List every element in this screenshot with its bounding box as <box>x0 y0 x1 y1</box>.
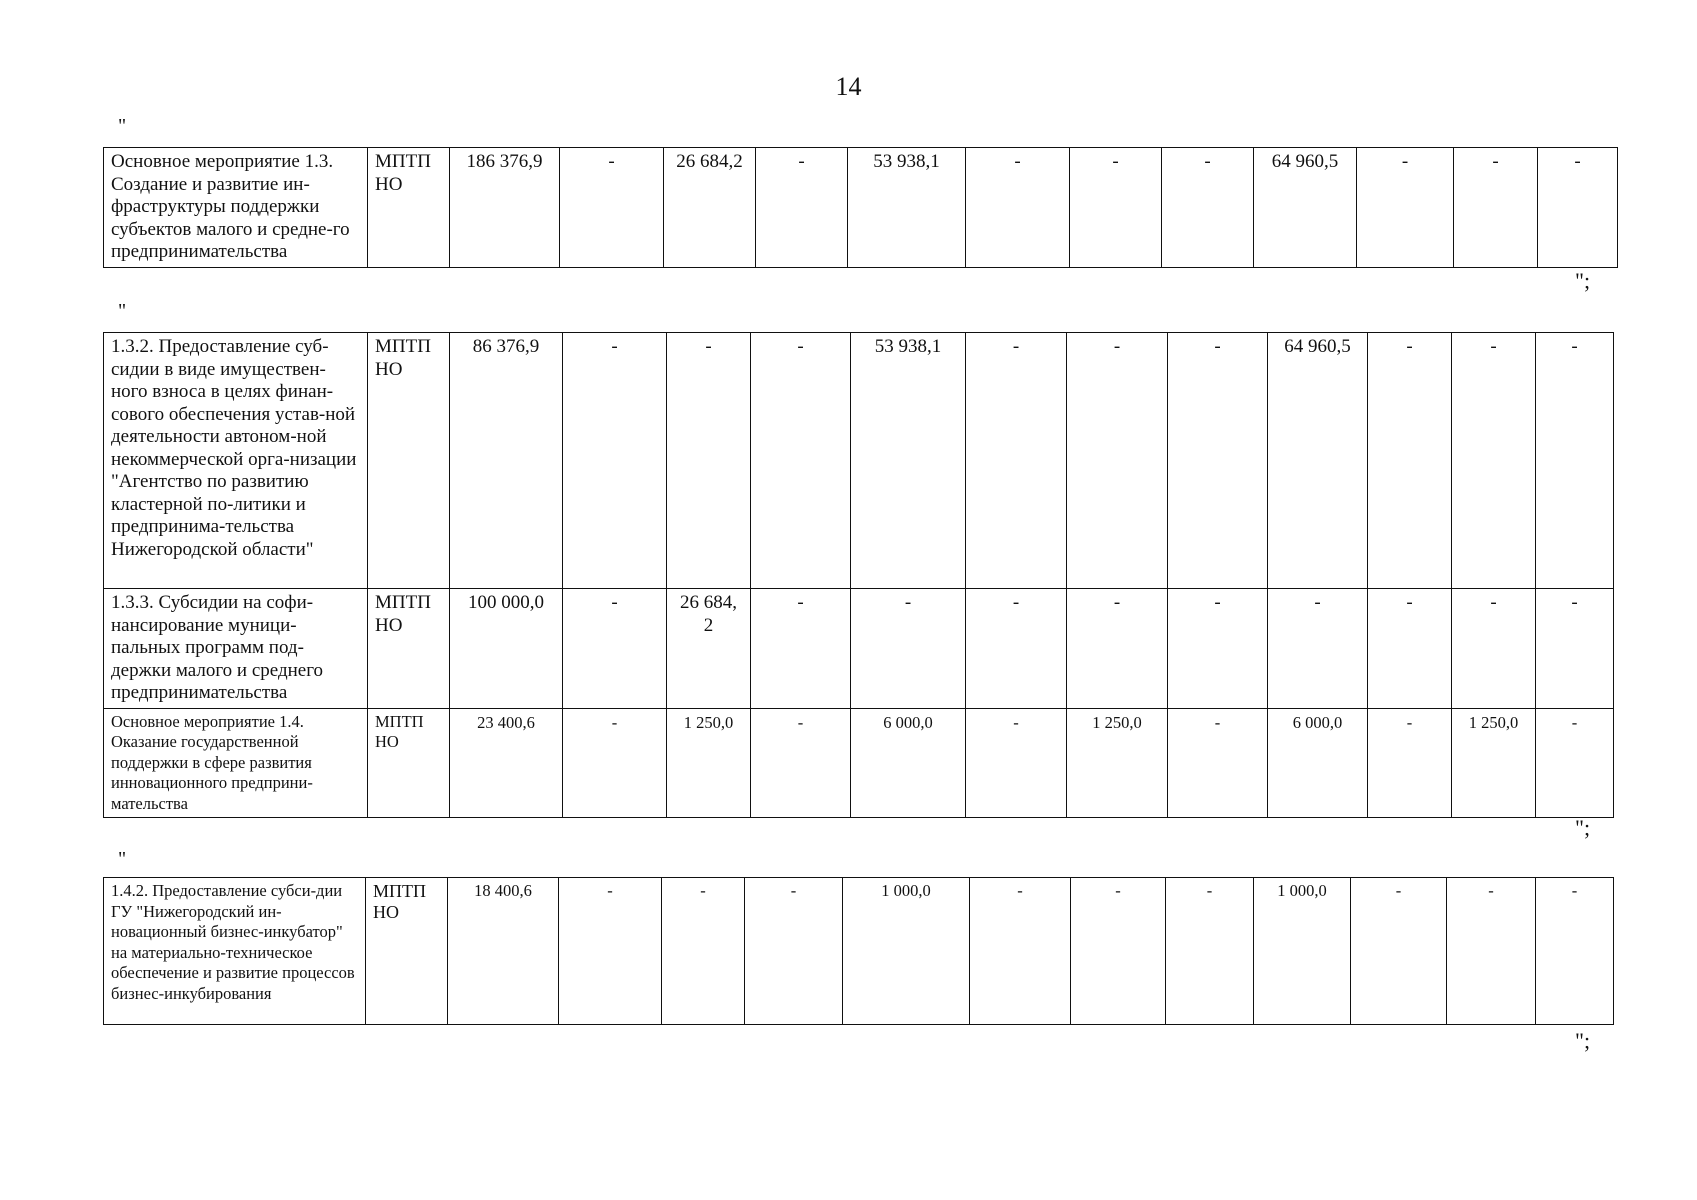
value-cell: 26 684,2 <box>664 148 756 268</box>
value-cell: 1 250,0 <box>1452 708 1536 818</box>
row-org: МПТП НО <box>368 589 450 709</box>
value-cell: - <box>1268 589 1368 709</box>
value-cell: 18 400,6 <box>448 878 559 1025</box>
value-cell: - <box>1452 333 1536 589</box>
value-cell: 86 376,9 <box>450 333 563 589</box>
value-cell: - <box>1536 878 1614 1025</box>
close-quote: "; <box>1575 815 1591 840</box>
value-cell: - <box>751 708 851 818</box>
value-cell: - <box>1536 708 1614 818</box>
row-org: МПТП НО <box>368 708 450 818</box>
value-cell: 6 000,0 <box>851 708 966 818</box>
open-quote: " <box>118 115 127 137</box>
value-cell: - <box>1067 333 1168 589</box>
table-row <box>104 878 1614 1025</box>
value-cell: - <box>751 589 851 709</box>
value-cell: - <box>745 878 843 1025</box>
open-quote: " <box>118 300 127 322</box>
row-org: МПТП НО <box>368 333 450 589</box>
value-cell: 1 000,0 <box>1254 878 1351 1025</box>
value-cell: 64 960,5 <box>1268 333 1368 589</box>
value-cell: - <box>1357 148 1454 268</box>
value-cell: - <box>563 708 667 818</box>
open-quote: " <box>118 848 127 870</box>
value-cell: 6 000,0 <box>1268 708 1368 818</box>
value-cell: - <box>966 589 1067 709</box>
value-cell: 1 250,0 <box>667 708 751 818</box>
value-cell: - <box>1166 878 1254 1025</box>
value-cell: - <box>1538 148 1618 268</box>
value-cell: - <box>1536 333 1614 589</box>
value-cell: - <box>1447 878 1536 1025</box>
value-cell: - <box>1168 589 1268 709</box>
value-cell: - <box>751 333 851 589</box>
table-row <box>104 708 1614 818</box>
value-cell: 53 938,1 <box>848 148 966 268</box>
close-quote: "; <box>1575 268 1591 293</box>
value-cell: 53 938,1 <box>851 333 966 589</box>
row-org: МПТП НО <box>368 148 450 268</box>
table-measure-1-4-2 <box>103 877 1614 1025</box>
table-measures-1-3-2-to-1-4 <box>103 332 1614 818</box>
value-cell: 26 684, 2 <box>667 589 751 709</box>
value-cell: - <box>662 878 745 1025</box>
close-quote: "; <box>1575 1028 1591 1053</box>
value-cell: - <box>1071 878 1166 1025</box>
table-row <box>104 333 1614 589</box>
row-label: Основное мероприятие 1.3. Создание и развитие ин-фраструктуры поддержки субъектов малого и средне-го предпринимательства <box>104 148 368 268</box>
value-cell: 1 250,0 <box>1067 708 1168 818</box>
value-cell: - <box>966 708 1067 818</box>
value-cell: - <box>756 148 848 268</box>
table-row <box>104 148 1618 268</box>
value-cell: - <box>1536 589 1614 709</box>
value-cell: - <box>966 148 1070 268</box>
row-label: 1.3.2. Предоставление суб-сидии в виде имуществен-ного взноса в целях финан-сового обеспечения устав-ной деятельности автоном-ной некоммерческой орга-низации "Агентство по развитию кластерной по-литики и предпринима-тельства Нижегородской области" <box>104 333 368 589</box>
value-cell: - <box>559 878 662 1025</box>
value-cell: - <box>1368 708 1452 818</box>
value-cell: - <box>1368 333 1452 589</box>
value-cell: - <box>966 333 1067 589</box>
value-cell: - <box>851 589 966 709</box>
value-cell: - <box>563 589 667 709</box>
value-cell: - <box>1168 333 1268 589</box>
value-cell: - <box>563 333 667 589</box>
value-cell: - <box>1162 148 1254 268</box>
row-label: 1.4.2. Предоставление субси-дии ГУ "Нижегородский ин-новационный бизнес-инкубатор" на материально-техническое обеспечение и развитие процессов бизнес-инкубирования <box>104 878 366 1025</box>
value-cell: - <box>1067 589 1168 709</box>
value-cell: 186 376,9 <box>450 148 560 268</box>
row-label: Основное мероприятие 1.4. Оказание государственной поддержки в сфере развития инновационного предприни-мательства <box>104 708 368 818</box>
value-cell: - <box>1351 878 1447 1025</box>
value-cell: - <box>1452 589 1536 709</box>
value-cell: 23 400,6 <box>450 708 563 818</box>
table-measure-1-3 <box>103 147 1618 268</box>
value-cell: 100 000,0 <box>450 589 563 709</box>
value-cell: 1 000,0 <box>843 878 970 1025</box>
row-label: 1.3.3. Субсидии на софи-нансирование муници-пальных программ под-держки малого и среднего предпринимательства <box>104 589 368 709</box>
value-cell: 64 960,5 <box>1254 148 1357 268</box>
page-number: 14 <box>835 72 862 101</box>
value-cell: - <box>667 333 751 589</box>
value-cell: - <box>1454 148 1538 268</box>
value-cell: - <box>1070 148 1162 268</box>
table-row <box>104 589 1614 709</box>
value-cell: - <box>1168 708 1268 818</box>
row-org: МПТП НО <box>366 878 448 1025</box>
value-cell: - <box>560 148 664 268</box>
value-cell: - <box>970 878 1071 1025</box>
value-cell: - <box>1368 589 1452 709</box>
